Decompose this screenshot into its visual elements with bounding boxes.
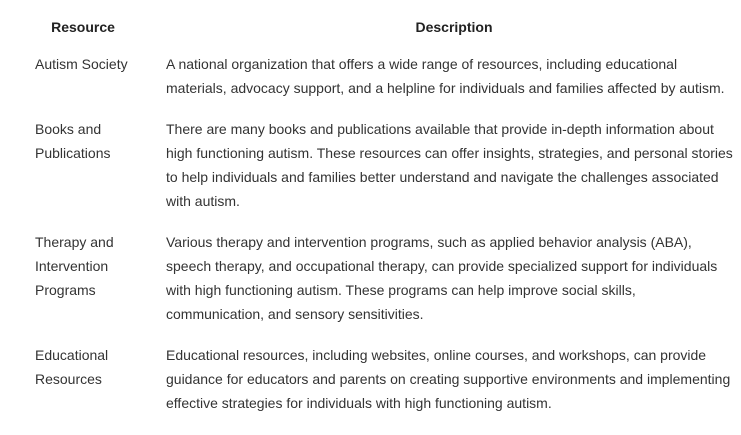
resource-name: Educational Resources (35, 347, 109, 387)
table-row (0, 342, 741, 431)
resource-name: Books and Publications (35, 121, 111, 161)
resource-name: Autism Society (35, 56, 128, 72)
resource-description: A national organization that offers a wide range of resources, including educational materials, advocacy support, and a helpline for individuals and families affected by autism. (166, 56, 725, 96)
table-row (0, 229, 741, 342)
resource-name: Therapy and Intervention Programs (35, 234, 114, 298)
resource-description: Educational resources, including websites, online courses, and workshops, can provide guidance for educators and parents on creating supportive environments and implementing effective strategies for individuals with high functioning autism. (166, 347, 731, 411)
resource-description: Various therapy and intervention programs, such as applied behavior analysis (ABA), speech therapy, and occupational therapy, can provide specialized support for individuals with high functioning autism. These programs can help improve social skills, communication, and sensory sensitivities. (166, 234, 718, 322)
table-header (0, 0, 741, 48)
table-row (0, 116, 741, 229)
resource-description: There are many books and publications available that provide in-depth information about high functioning autism. These resources can offer insights, strategies, and personal stories to help individuals and families better understand and navigate the challenges associated with autism. (166, 121, 733, 209)
description-column-header: Description (415, 19, 493, 35)
table-row (0, 48, 741, 116)
header-row (0, 0, 741, 48)
resource-column-header: Resource (51, 19, 115, 35)
table-body (0, 48, 741, 431)
